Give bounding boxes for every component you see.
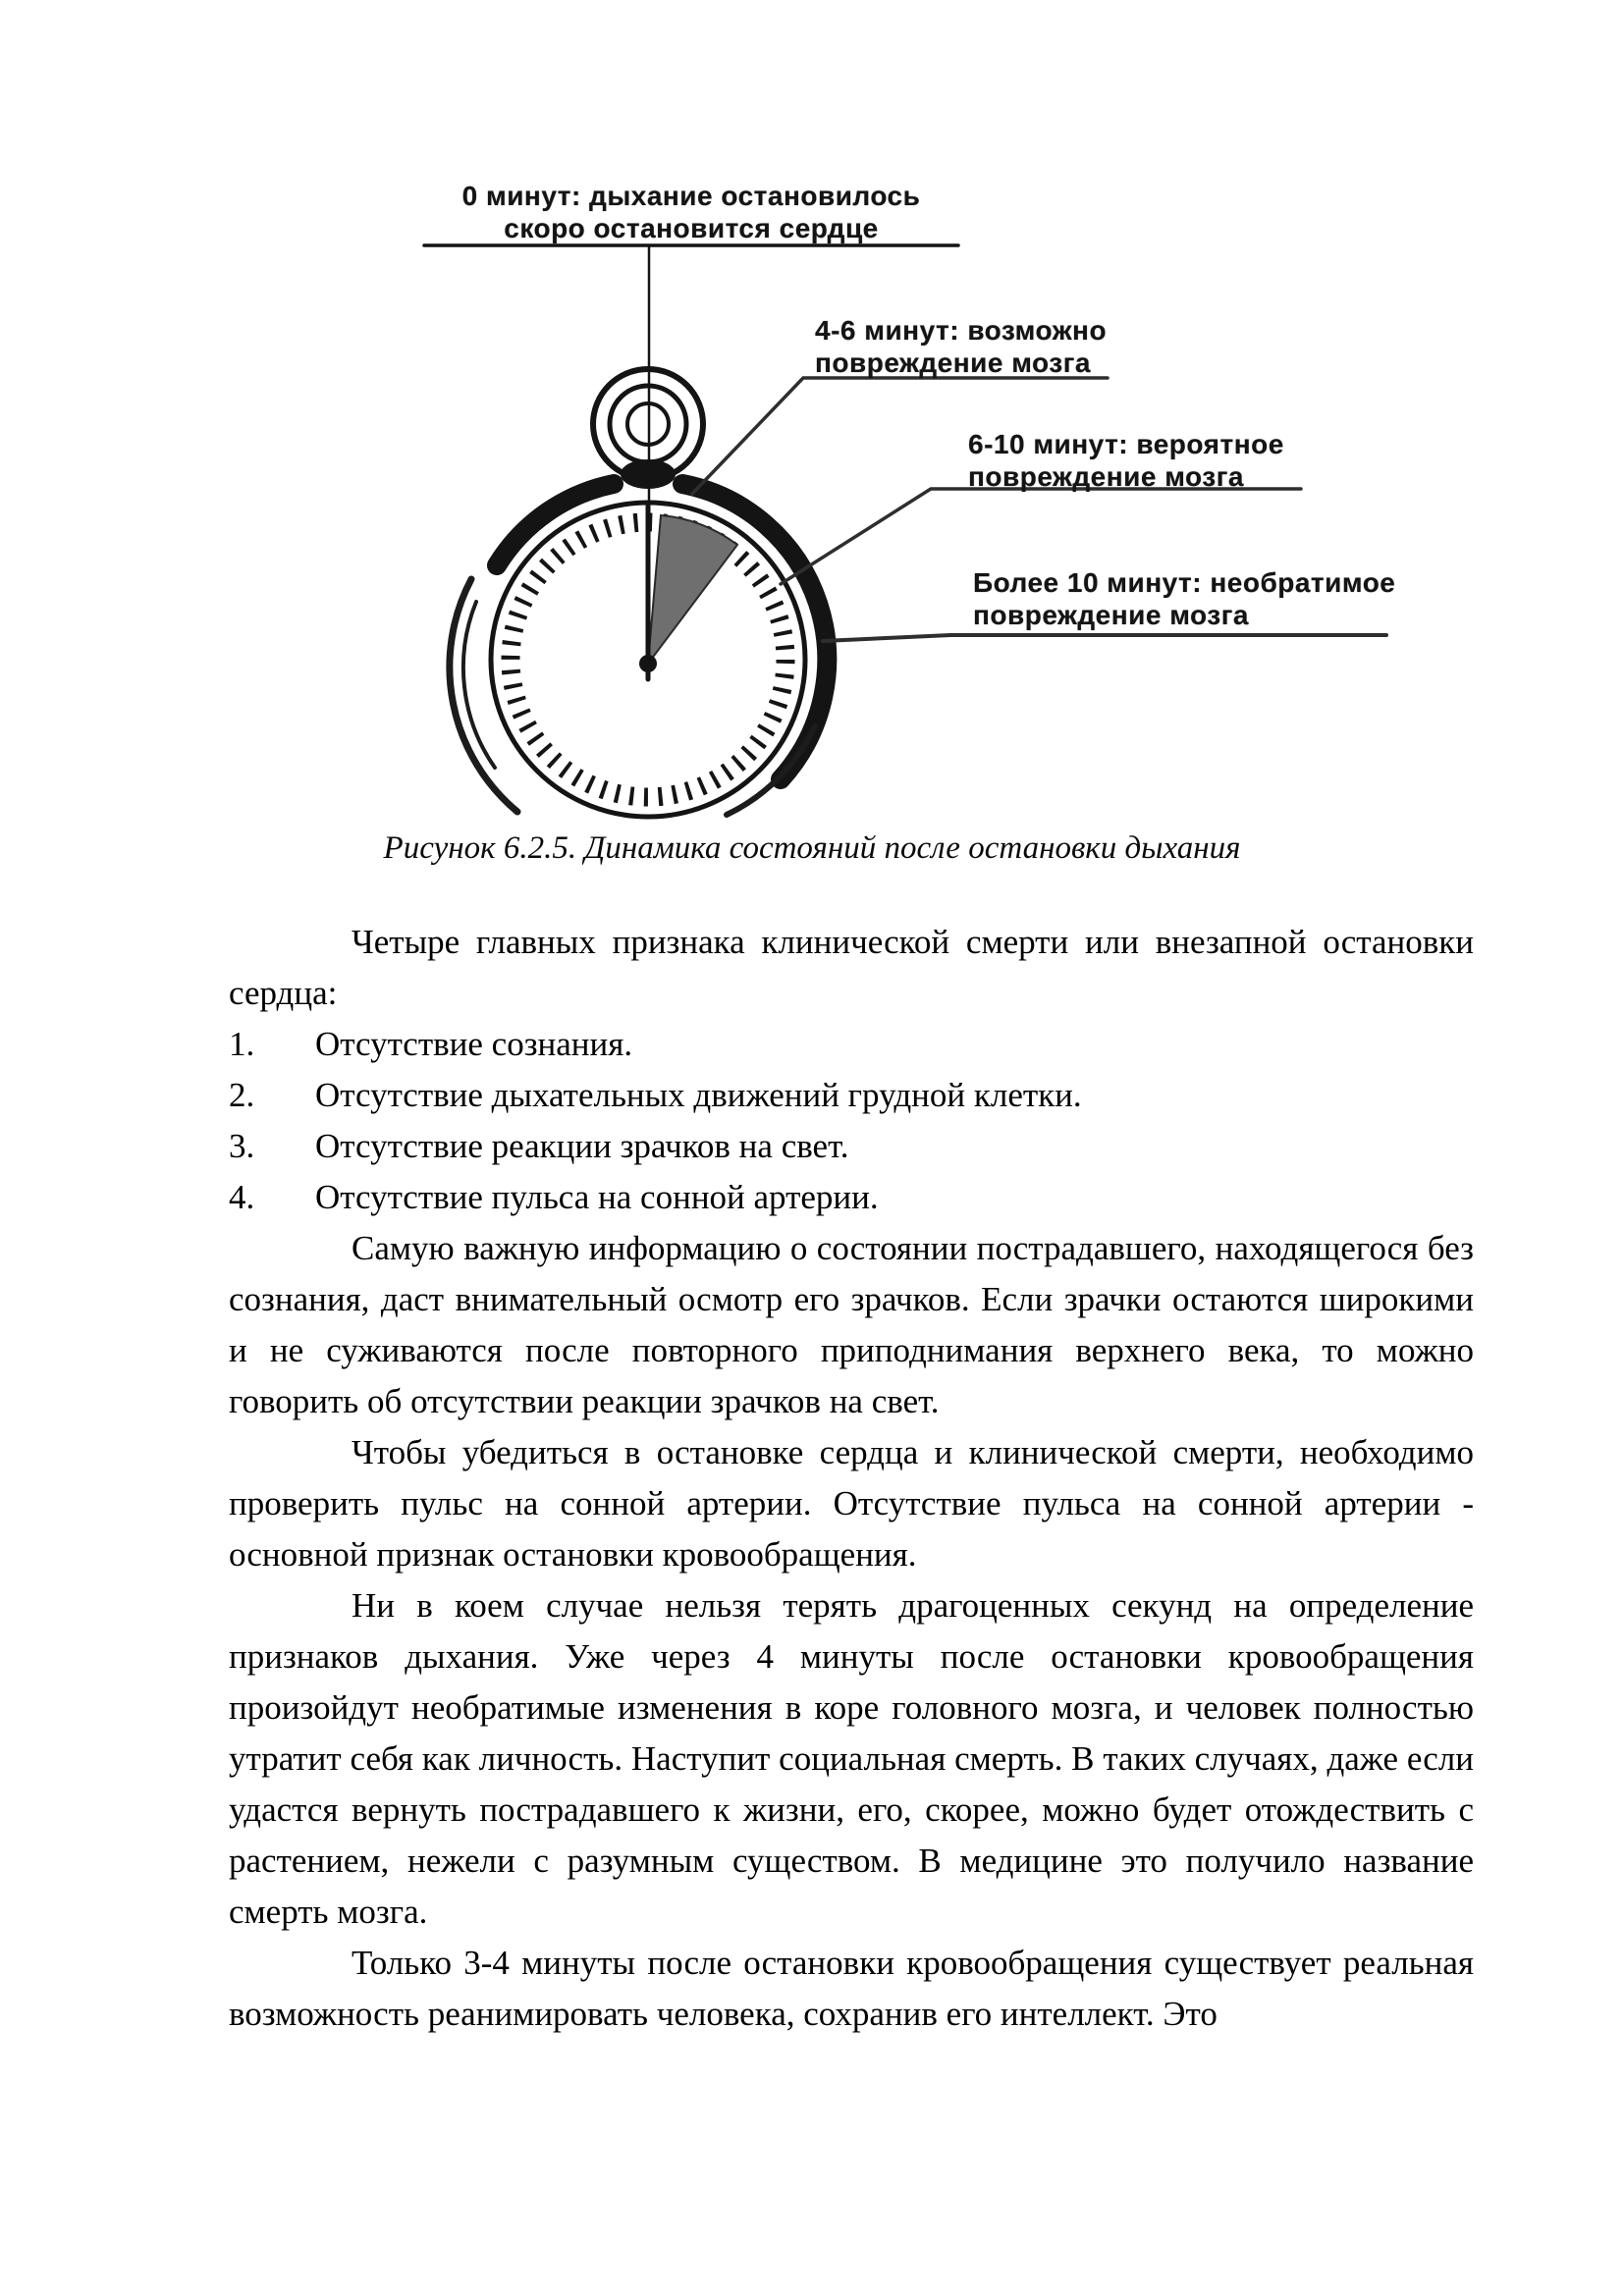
signs-list bbox=[229, 1019, 1474, 1223]
figure-caption: Рисунок 6.2.5. Динамика состояний после остановки дыхания bbox=[383, 830, 1241, 866]
figure-label-6-10min bbox=[968, 428, 1284, 493]
list-item-number: 4. bbox=[229, 1178, 255, 1216]
figure-label-line: Более 10 минут: необратимое bbox=[973, 567, 1396, 598]
list-item-number: 1. bbox=[229, 1025, 255, 1063]
figure-label-line: повреждение мозга bbox=[815, 347, 1091, 378]
list-item bbox=[229, 1172, 1474, 1223]
figure-label-4-6min bbox=[815, 314, 1107, 379]
paragraph-intro: Четыре главных признака клинической смерти или внезапной остановки сердца: bbox=[229, 923, 1474, 1012]
list-item-text: Отсутствие сознания. bbox=[315, 1025, 633, 1063]
paragraph-brain-death: Ни в коем случае нельзя терять драгоценных секунд на определение признаков дыхания. Уже через 4 минуты после остановки кровообращения произойдут необратимые изменения в коре головного мозга, и человек полностью утратит себя как личность. Наступит социальная смерть. В таких случаях, даже если удастся вернуть пострадавшего к жизни, его, скорее, можно будет отождествить с растением, нежели с разумным существом. В медицине это получило название смерть мозга. bbox=[229, 1586, 1474, 1931]
figure-label-line: скоро остановится сердце bbox=[504, 213, 879, 243]
list-item-number: 3. bbox=[229, 1127, 255, 1165]
figure-label-over-10min bbox=[973, 566, 1395, 631]
figure-label-line: повреждение мозга bbox=[968, 461, 1244, 492]
figure-stopwatch-diagram bbox=[0, 0, 1624, 913]
paragraph-pulse: Чтобы убедиться в остановке сердца и клинической смерти, необходимо проверить пульс на сонной артерии. Отсутствие пульса на сонной артерии - основной признак остановки кровообращения. bbox=[229, 1433, 1474, 1574]
stopwatch-drawing bbox=[0, 0, 1624, 913]
paragraph-reanimation: Только 3-4 минуты после остановки кровообращения существует реальная возможность реанимировать человека, сохранив его интеллект. Это bbox=[229, 1944, 1474, 2033]
leader-line-over-10min bbox=[823, 635, 1386, 641]
figure-label-line: 6-10 минут: вероятное bbox=[968, 429, 1284, 459]
list-item bbox=[229, 1070, 1474, 1121]
body-text bbox=[229, 917, 1474, 2040]
figure-label-line: 0 минут: дыхание остановилось bbox=[461, 181, 921, 211]
list-item-text: Отсутствие дыхательных движений грудной клетки. bbox=[315, 1076, 1082, 1114]
paragraph-pupils: Самую важную информацию о состоянии пострадавшего, находящегося без сознания, даст внимательный осмотр его зрачков. Если зрачки остаются широкими и не суживаются после повторного приподнимания верхнего века, то можно говорить об отсутствии реакции зрачков на свет. bbox=[229, 1229, 1474, 1420]
list-item bbox=[229, 1121, 1474, 1172]
hand-pivot bbox=[639, 655, 657, 672]
figure-label-line: 4-6 минут: возможно bbox=[815, 315, 1108, 346]
figure-label-0min bbox=[424, 180, 958, 244]
figure-label-line: повреждение мозга bbox=[973, 600, 1249, 630]
list-item-text: Отсутствие реакции зрачков на свет. bbox=[315, 1127, 849, 1165]
list-item-text: Отсутствие пульса на сонной артерии. bbox=[315, 1178, 879, 1216]
list-item-number: 2. bbox=[229, 1076, 255, 1114]
list-item bbox=[229, 1019, 1474, 1070]
